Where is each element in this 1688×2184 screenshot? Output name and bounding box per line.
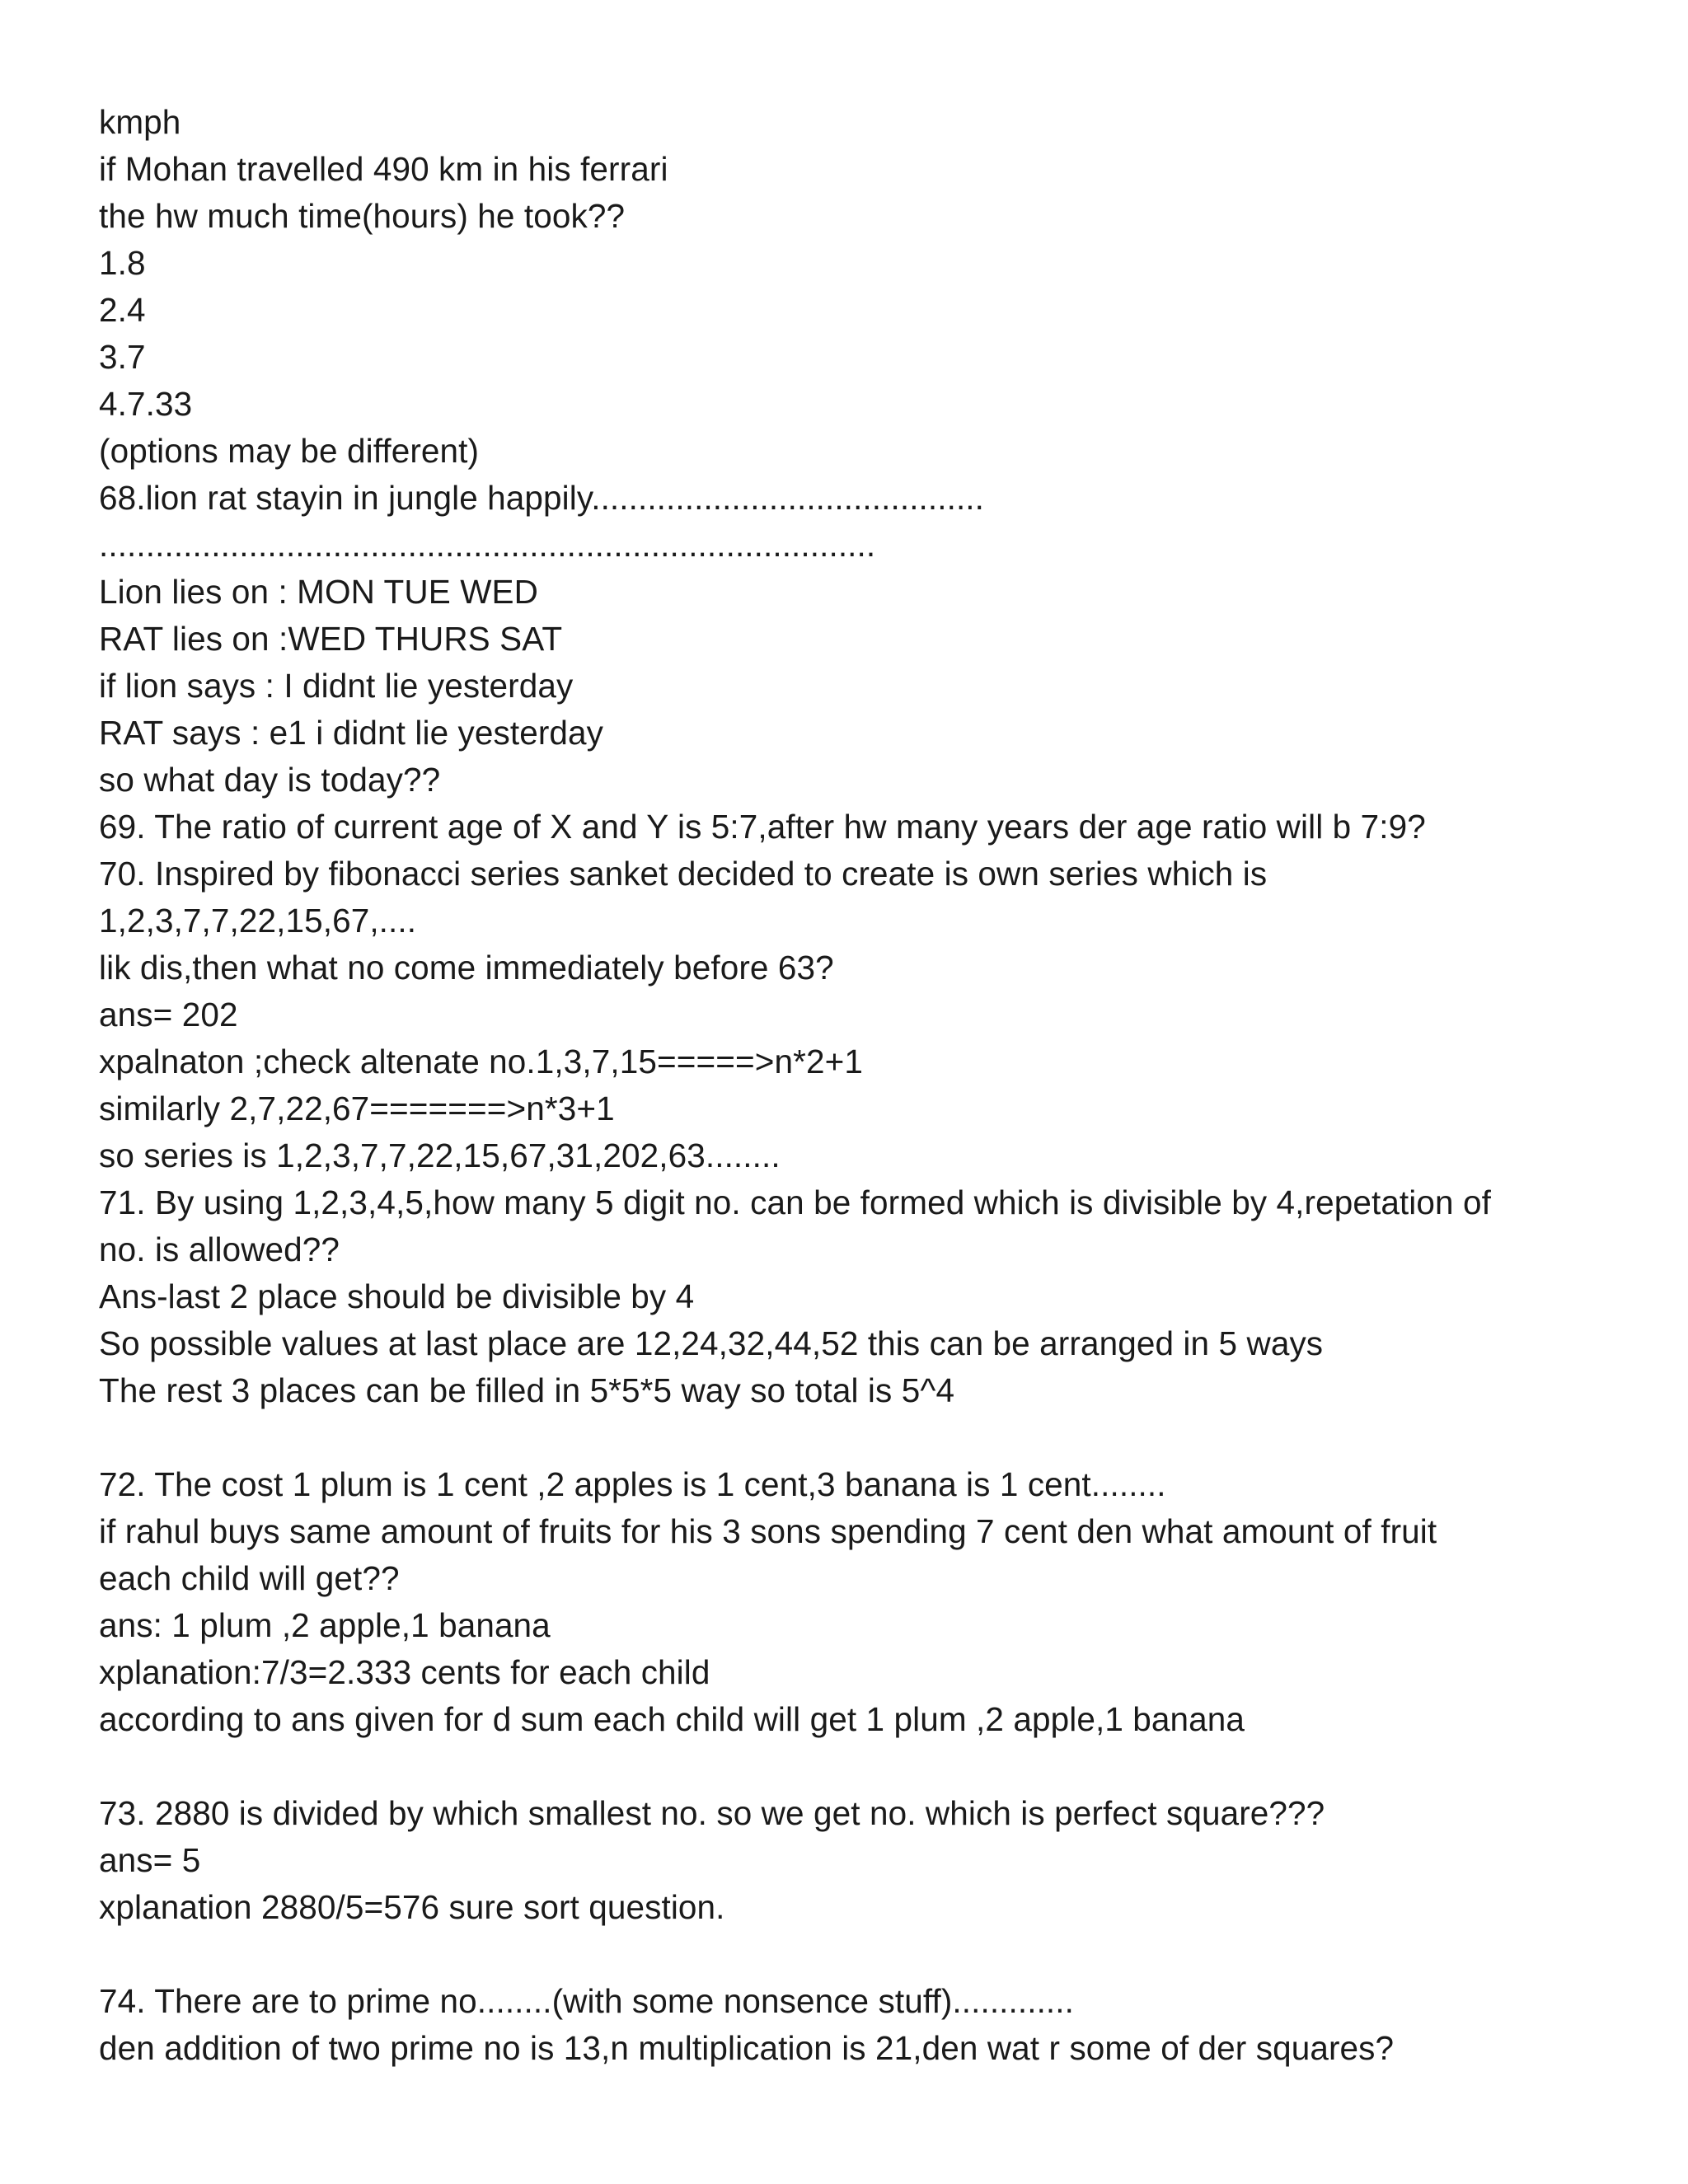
text-line: 71. By using 1,2,3,4,5,how many 5 digit no. can be formed which is divisible by 4,repetation of	[99, 1183, 1491, 1221]
text-line: Ans-last 2 place should be divisible by 4	[99, 1277, 695, 1315]
text-line: Lion lies on : MON TUE WED	[99, 573, 538, 611]
text-line: if rahul buys same amount of fruits for his 3 sons spending 7 cent den what amount of fruit	[99, 1512, 1437, 1550]
text-line: if Mohan travelled 490 km in his ferrari	[99, 150, 668, 188]
text-line: 68.lion rat stayin in jungle happily..........................................	[99, 479, 985, 517]
text-line: den addition of two prime no is 13,n multiplication is 21,den wat r some of der squares?	[99, 2029, 1395, 2067]
text-line: so series is 1,2,3,7,7,22,15,67,31,202,63........	[99, 1137, 781, 1174]
text-line: each child will get??	[99, 1559, 400, 1597]
text-line: according to ans given for d sum each child will get 1 plum ,2 apple,1 banana	[99, 1700, 1245, 1738]
text-line: 2.4	[99, 291, 146, 329]
text-line: ans= 5	[99, 1841, 201, 1879]
text-line: 72. The cost 1 plum is 1 cent ,2 apples is 1 cent,3 banana is 1 cent........	[99, 1465, 1166, 1503]
text-line: (options may be different)	[99, 432, 480, 470]
text-line: so what day is today??	[99, 761, 441, 799]
text-line: RAT lies on :WED THURS SAT	[99, 620, 563, 658]
text-line: RAT says : e1 i didnt lie yesterday	[99, 714, 604, 752]
blank-line	[99, 1743, 1615, 1790]
text-line: 69. The ratio of current age of X and Y is 5:7,after hw many years der age ratio will b 7:9?	[99, 808, 1426, 846]
text-line: 4.7.33	[99, 385, 193, 423]
text-line: The rest 3 places can be filled in 5*5*5 way so total is 5^4	[99, 1371, 955, 1409]
blank-line	[99, 1931, 1615, 1978]
text-line: xpalnaton ;check altenate no.1,3,7,15=====>n*2+1	[99, 1043, 863, 1080]
text-line: 1.8	[99, 244, 146, 282]
text-line: ...................................................................................	[99, 526, 876, 564]
text-line: similarly 2,7,22,67=======>n*3+1	[99, 1090, 615, 1127]
text-line: lik dis,then what no come immediately before 63?	[99, 949, 834, 987]
text-line: the hw much time(hours) he took??	[99, 197, 626, 235]
text-line: ans: 1 plum ,2 apple,1 banana	[99, 1606, 551, 1644]
text-line: 70. Inspired by fibonacci series sanket decided to create is own series which is	[99, 855, 1268, 893]
text-line: kmph	[99, 103, 181, 141]
text-line: 73. 2880 is divided by which smallest no. so we get no. which is perfect square???	[99, 1794, 1325, 1832]
text-line: 74. There are to prime no........(with some nonsence stuff).............	[99, 1982, 1074, 2020]
text-line: xplanation:7/3=2.333 cents for each child	[99, 1653, 710, 1691]
text-line: xplanation 2880/5=576 sure sort question.	[99, 1888, 725, 1926]
text-line: So possible values at last place are 12,24,32,44,52 this can be arranged in 5 ways	[99, 1324, 1324, 1362]
document-page	[99, 99, 1615, 2072]
blank-line	[99, 1414, 1615, 1461]
text-line: ans= 202	[99, 996, 238, 1033]
text-line: no. is allowed??	[99, 1230, 340, 1268]
text-line: 3.7	[99, 338, 146, 376]
text-line: if lion says : I didnt lie yesterday	[99, 667, 574, 705]
text-line: 1,2,3,7,7,22,15,67,....	[99, 902, 417, 940]
